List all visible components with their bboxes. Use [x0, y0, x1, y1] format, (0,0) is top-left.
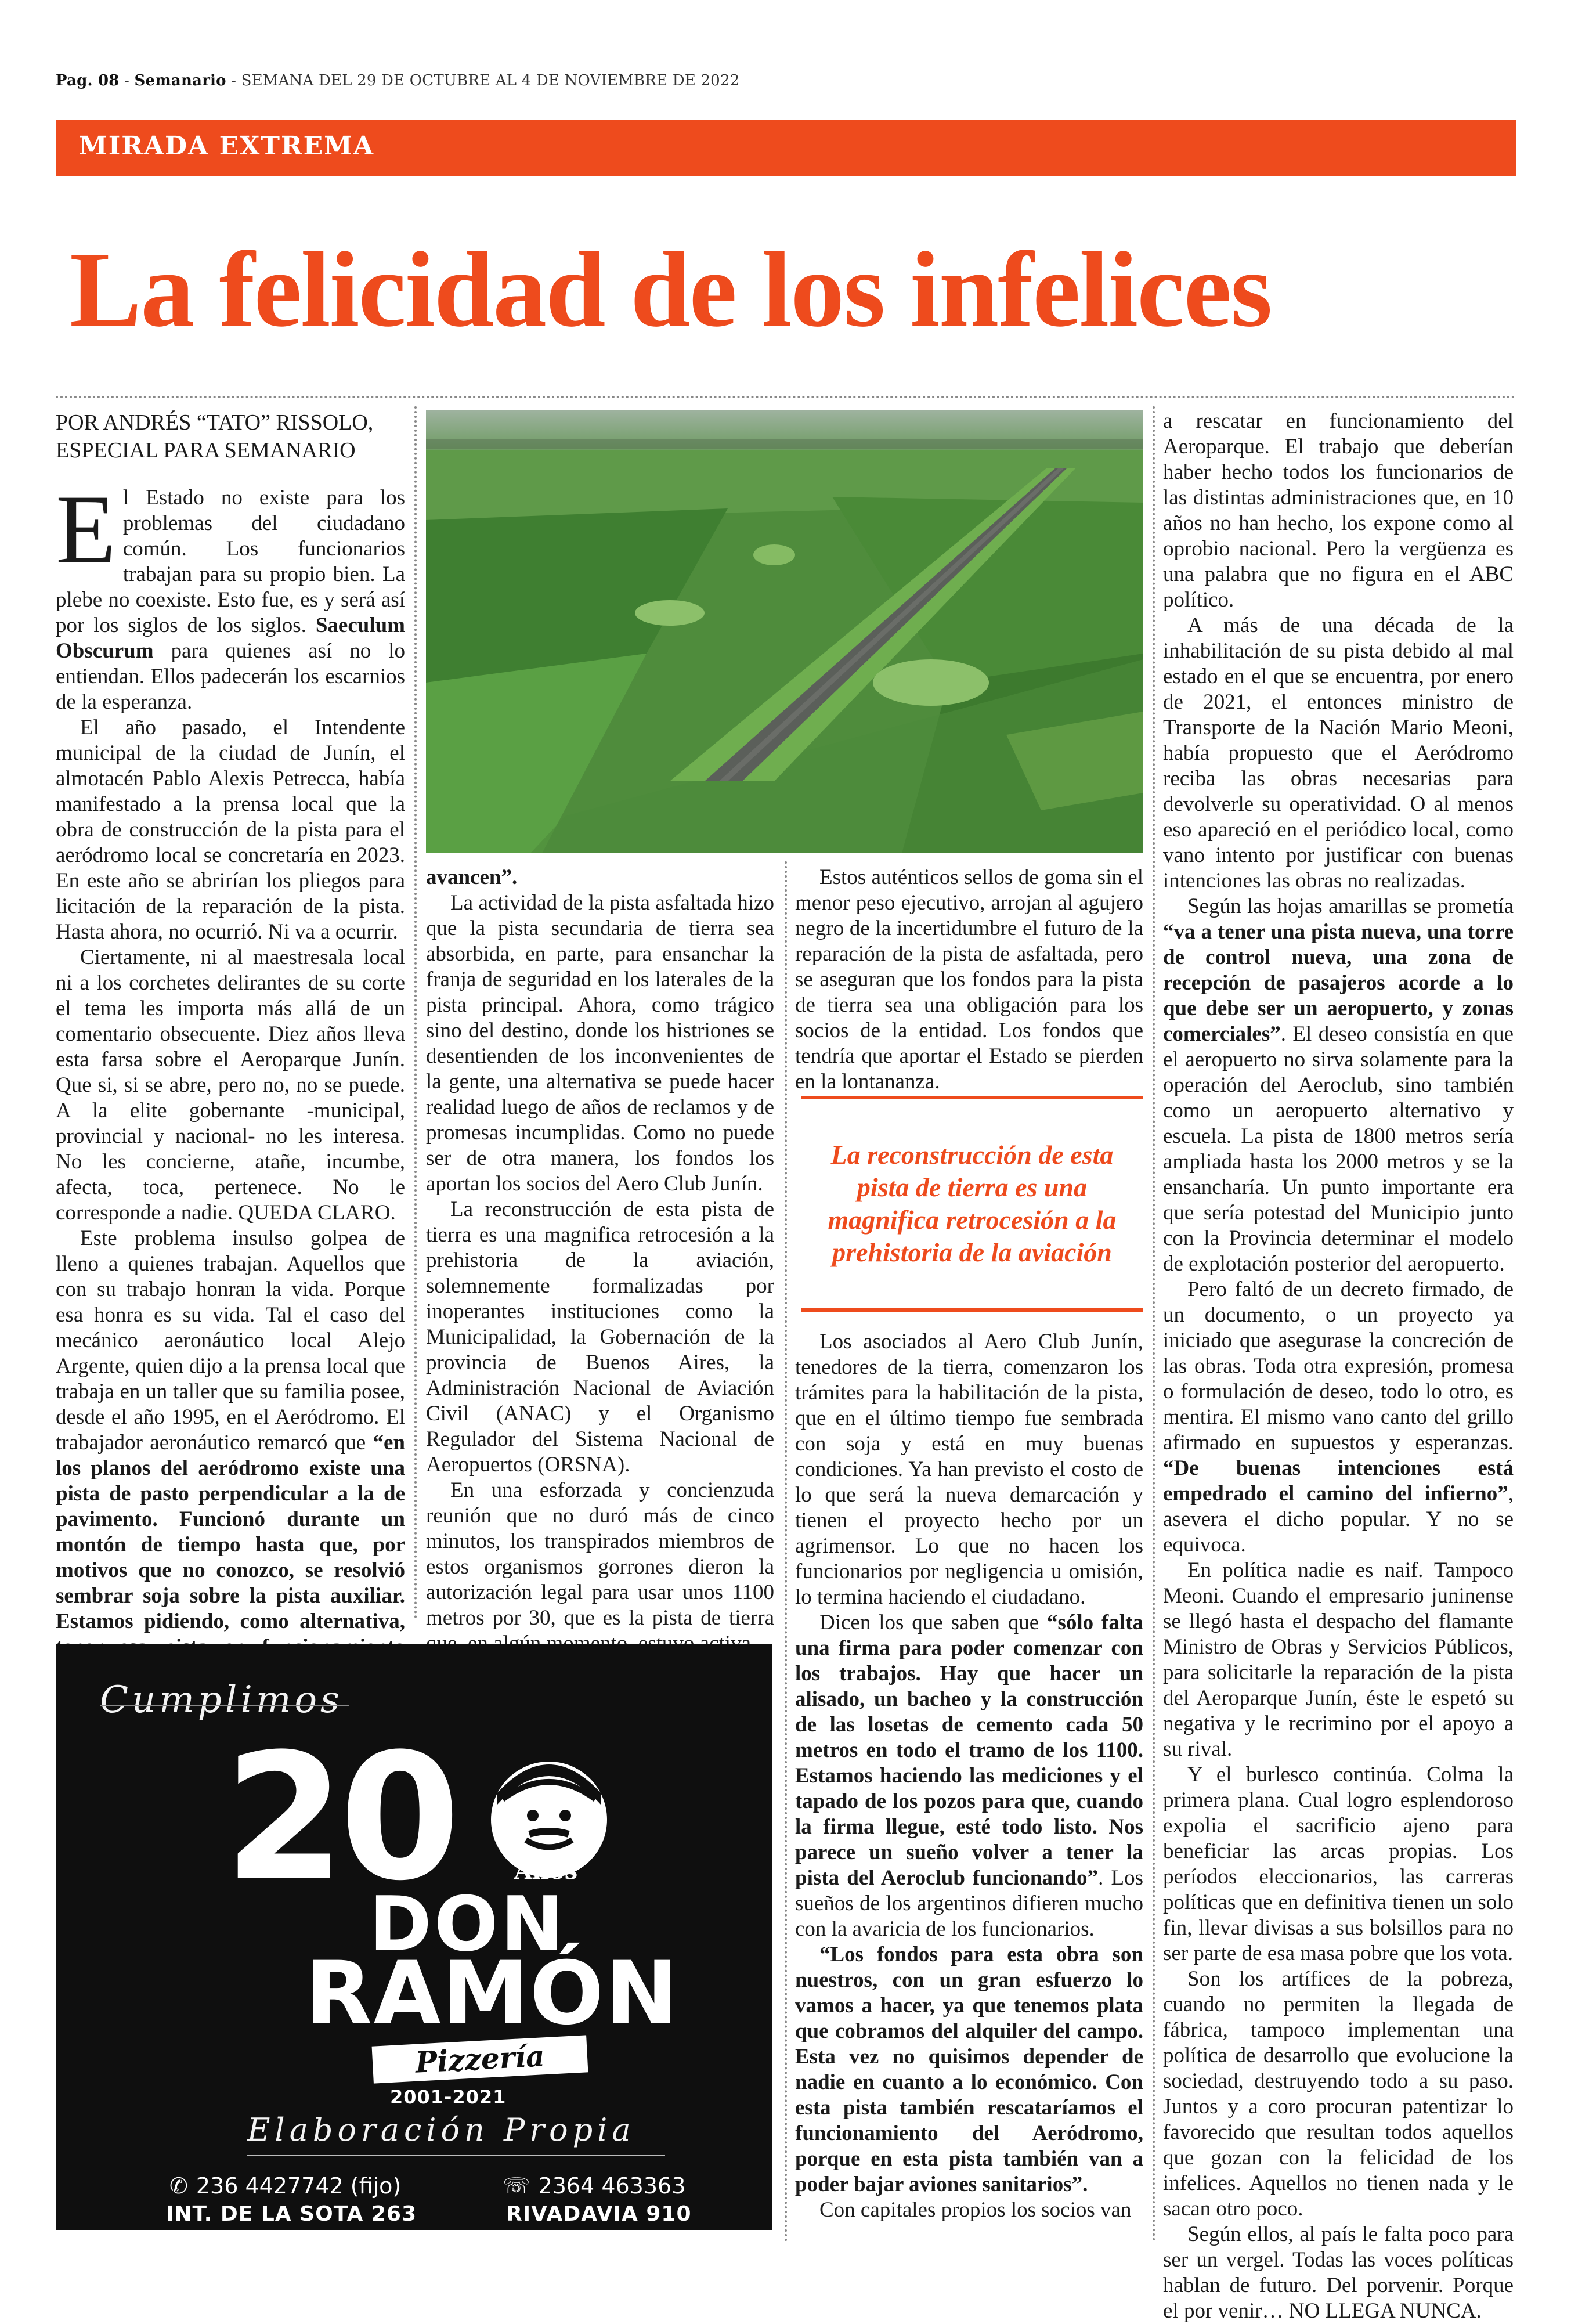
- article-paragraph: [795, 1942, 1143, 2197]
- article-column-1: [56, 409, 405, 1686]
- ad-anos-label: Años: [514, 1857, 578, 1885]
- ad-address-1: INT. DE LA SOTA 263: [166, 2202, 417, 2226]
- article-paragraph: Según ellos, al país le falta poco para ser un vergel. Todas las voces políticas hablan de futuro. Del porvenir. Porque el por venir… NO LLEGA NUNCA.: [1163, 2222, 1514, 2323]
- column-divider-2: [785, 861, 787, 2243]
- aerial-runway-illustration: [426, 410, 1143, 853]
- article-paragraph: Estos auténticos sellos de goma sin el menor peso ejecutivo, arrojan al agujero negro de la incertidumbre el futuro de la reparación de la pista de asfaltada, pero se aseguran que los fondos para la pista de tierra sea una obligación para los socios de la entidad. Los fondos que tendría que aportar el Estado se pierden en la lontananza.: [795, 865, 1143, 1094]
- page-title: La felicidad de los infelices: [70, 230, 1272, 349]
- folio-separator: -: [119, 72, 135, 89]
- phone-number: 236 4427742 (fijo): [196, 2173, 402, 2199]
- divider-rule: [56, 396, 1516, 398]
- ad-script-tagline: Elaboración Propia: [247, 2112, 635, 2148]
- article-paragraph: El año pasado, el Intendente municipal de la ciudad de Junín, el almotacén Pablo Alexis Petrecca, había manifestado a la prensa local que la obra de construcción de la pista para el aeródromo local se concretaría en 2023. En este año se abrirían los pliegos para licitación de la reparación de la pista. Hasta ahora, no ocurrió. Ni va a ocurrir.: [56, 716, 405, 944]
- article-paragraph: La actividad de la pista asfaltada hizo que la pista secundaria de tierra sea absorbida, en parte, para ensanchar la franja de seguridad en los laterales de la pista principal. Ahora, como trágico sino del destino, donde los histriones se desentienden de los inconvenientes de la gente, una alternativa se puede hacer realidad luego de años de reclamos y de promesas incumplidas. Como no puede ser de otra manera, los fondos los aportan los socios del Aero Club Junín.: [426, 891, 774, 1196]
- section-bar: [56, 120, 1516, 176]
- ad-pizzeria-label: Pizzería: [372, 2035, 588, 2083]
- phone-number: 2364 463363: [538, 2173, 686, 2199]
- article-paragraph: [1163, 894, 1514, 1277]
- pull-quote: [801, 1096, 1143, 1312]
- pizzeria-advertisement: [56, 1644, 772, 2230]
- byline: POR ANDRÉS “TATO” RISSOLO, ESPECIAL PARA SEMANARIO: [56, 410, 374, 463]
- article-column-2: [426, 865, 774, 1657]
- paragraph-text: Según las hojas amarillas se prometía: [1187, 894, 1514, 918]
- article-paragraph: A más de una década de la inhabilitación de su pista debido al mal estado en el que se encuentra, por enero de 2021, el entonces ministro de Transporte de la Nación Mario Meoni, había propuesto que el Aeródromo reciba las obras necesarias para devolverle su operatividad. O al menos eso apareció en el periódico local, como vano intento por justificar con buenas intenciones las obras no realizadas.: [1163, 614, 1514, 893]
- ad-phone-whatsapp: [503, 2173, 685, 2199]
- paragraph-text: l Estado no existe para los problemas del ciudadano común. Los funcionarios trabajan para su propio bien. La plebe no coexiste. Esto fue, es y será así por los siglos de los siglos.: [56, 486, 405, 637]
- quote-text: “Los fondos para esta obra son nuestros, con un gran esfuerzo lo vamos a hacer, ya que tenemos plata que cobramos del alquiler del campo. Esta vez no quisimos depender de nadie en cuanto a lo económico. Con esta pista también rescataríamos el funcionamiento del Aeródromo, porque en esta pista también van a poder bajar aviones sanitarios”.: [795, 1943, 1143, 2196]
- quote-text: “va a tener una pista nueva, una torre de control nueva, una zona de recepción de pasajeros acorde a lo que debe ser un aeropuerto, y zonas comerciales”: [1163, 920, 1514, 1046]
- article-paragraph: Con capitales propios los socios van: [819, 2198, 1132, 2222]
- ad-rule: [247, 2155, 665, 2156]
- article-column-3: [795, 865, 1143, 1095]
- paragraph-text: . Los sueños de los argentinos difieren mucho con la avaricia de los funcionarios.: [795, 1866, 1144, 1941]
- column-divider-1: [414, 406, 417, 1619]
- article-paragraph: [426, 865, 774, 890]
- ad-anniversary-number: 20: [224, 1716, 455, 1919]
- quote-text: “sólo falta una firma para poder comenzar con los trabajos. Hay que hacer un alisado, un bacheo y la construcción de las losetas de cemento cada 50 metros en todo el tramo de los 1100. Estamos haciendo las mediciones y el tapado de los pozos para que, cuando la firma llegue, esté todo listo. Nos parece un sueño volver a tener la pista del Aeroclub funcionando”: [795, 1611, 1143, 1890]
- folio-line: [56, 72, 739, 89]
- column-divider-3: [1153, 406, 1155, 2243]
- article-column-3-continued: [795, 1329, 1143, 2223]
- ad-brand-don: DON: [369, 1880, 566, 1968]
- paragraph-text: para quienes así no lo entiendan. Ellos padecerán los escarnios de la esperanza.: [56, 639, 405, 714]
- whatsapp-icon: ☏: [503, 2173, 530, 2199]
- article-paragraph: Los asociados al Aero Club Junín, tenedores de la tierra, comenzaron los trámites para la habilitación de la pista, que en el último tiempo fue sembrada con soja y está en muy buenas condiciones. Ya han previsto el costo de lo que será la nueva demarcación y tienen el proyecto hecho por un agrimensor. Lo que no hacen los funcionarios por negligencia u omisión, lo termina haciendo el ciudadano.: [795, 1330, 1143, 1609]
- ad-brand-ramon: RAMÓN: [305, 1943, 679, 2044]
- article-paragraph: Y el burlesco continúa. Colma la primera plana. Cual logro esplendoroso expolia el sacrificio ajeno para beneficiar las arcas propias. Los períodos eleccionarios, las carreras políticas que en definitiva tienen un solo fin, llevar divisas a sus bolsillos para no ser parte de esa masa pobre que los vota.: [1163, 1763, 1514, 1965]
- paragraph-text: Pero faltó de un decreto firmado, de un documento, o un proyecto ya iniciado que asegurase la concreción de las obras. Toda otra expresión, promesa o formulación de deseo, todo lo otro, es mentira. El mismo vano canto del grillo afirmado en supuestos y esperanzas.: [1163, 1278, 1514, 1455]
- publication-name: Semanario: [134, 72, 226, 89]
- article-column-4: [1163, 409, 1514, 2324]
- quote-text: “De buenas intenciones está empedrado el camino del infierno”: [1163, 1456, 1514, 1506]
- article-paragraph: a rescatar en funcionamiento del Aeroparque. El trabajo que deberían haber hecho todos los funcionarios de las distintas administraciones que, en 10 años no han hecho, los expone como al oprobio nacional. Pero la vergüenza es una palabra que no figura en el ABC político.: [1163, 409, 1514, 612]
- ad-address-2: RIVADAVIA 910: [506, 2202, 692, 2226]
- quote-text: “en los planos del aeródromo existe una pista de pasto perpendicular a la de pavimento. Funcionó durante un montón de tiempo hasta que, por motivos que no conozco, se resolvió sembrar soja sobre la pista auxiliar. Estamos pidiendo, como alternativa,: [56, 1431, 405, 1633]
- article-paragraph: En una esforzada y concienzuda reunión que no duró más de cinco minutos, los transpirados miembros de estos organismos gorrones dieron la autorización legal para usar unos 1100 metros por 30, que es la pista de tierra: [426, 1478, 774, 1630]
- pull-quote-text: La reconstrucción de esta pista de tierra es una magnifica retrocesión a la prehistoria de la aviación: [828, 1140, 1117, 1267]
- paragraph-text: . El deseo consistía en que el aeropuerto no sirva solamente para la operación del Aeroclub, sino también como un aeropuerto alternativo y escuela. La pista de 1800 metros sería ampliada hasta los 2000 metros y se la ensancharía. Un punto importante era que sería potestad del Municipio junto con la Provincia determinar el modelo de explotación posterior del aeropuerto.: [1163, 1022, 1514, 1276]
- article-paragraph: [56, 1226, 405, 1686]
- ad-years: 2001-2021: [390, 2086, 507, 2108]
- paragraph-text: Este problema insulso golpea de lleno a quienes trabajan. Aquellos que con su trabajo honran la vida. Porque esa honra es su vida. Tal el caso del mecánico aeronáutico local Alejo Argente, quien dijo a la prensa local que trabaja en un taller que su familia posee, desde el año 1995, en el Aeródromo. El trabajador aeronáutico remarcó que: [56, 1226, 405, 1455]
- article-paragraph: En política nadie es naif. Tampoco Meoni. Cuando el empresario juninense se llegó hasta el despacho del flamante Ministro de Obras y Servicios Públicos, para solicitarle la reparación de la pista del Aeroparque Junín, éste le espetó su negativa y le recrimino por el apoyo a su rival.: [1163, 1558, 1514, 1761]
- ad-rule: [100, 1705, 349, 1706]
- article-paragraph: [56, 475, 405, 715]
- drop-cap: E: [56, 475, 116, 584]
- section-label: MIRADA EXTREMA: [79, 131, 374, 161]
- article-paragraph: [1163, 1277, 1514, 1558]
- emphasis-text: Saeculum Obscurum: [56, 614, 405, 663]
- quote-text: avancen”.: [426, 865, 518, 889]
- phone-icon: ✆: [169, 2173, 188, 2199]
- issue-date: - SEMANA DEL 29 DE OCTUBRE AL 4 DE NOVIEMBRE DE 2022: [226, 72, 740, 89]
- article-paragraph: [795, 1610, 1143, 1942]
- paragraph-text: Dicen los que saben que: [819, 1611, 1047, 1634]
- ad-script-heading: Cumplimos: [100, 1679, 343, 1722]
- article-paragraph: Ciertamente, ni al maestresala local ni a los corchetes delirantes de su corte el tema les importa más allá de un comentario obsecuente. Diez años lleva esta farsa sobre el Aeroparque Junín. Que si, si se abre, pero no, no se puede. A la elite gobernante -municipal, provincial y nacional- no les interesa. No les concierne, atañe, incumbe, afecta, toca, pertenece. No le corresponde a nadie. QUEDA CLARO.: [56, 946, 405, 1225]
- article-paragraph: Son los artífices de la pobreza, cuando no permiten la llegada de fábrica, tampoco implementan una política de desarrollo que evolucione la sociedad, destruyendo todo a su paso. Juntos y a coro procuran patentizar lo favorecido que resultan todos aquellos que gozan con la felicidad de los infelices. Aquellos no tienen nada y le sacan otro poco.: [1163, 1967, 1514, 2221]
- ad-phone-landline: [169, 2173, 401, 2199]
- aerial-runway-photo: [426, 410, 1143, 853]
- page-number: Pag. 08: [56, 72, 120, 89]
- paragraph-text: , asevera el dicho popular. Y no se equivoca.: [1163, 1482, 1514, 1557]
- article-paragraph: La reconstrucción de esta pista de tierra es una magnifica retrocesión a la prehistoria de la aviación, solemnemente formalizadas por inoperantes instituciones como la Municipalidad, la Gobernación de la provincia de Buenos Aires, la Administración Nacional de Aviación Civil (ANAC) y el Organismo Regulador del Sistema Nacional de Aeropuertos (ORSNA).: [426, 1197, 774, 1477]
